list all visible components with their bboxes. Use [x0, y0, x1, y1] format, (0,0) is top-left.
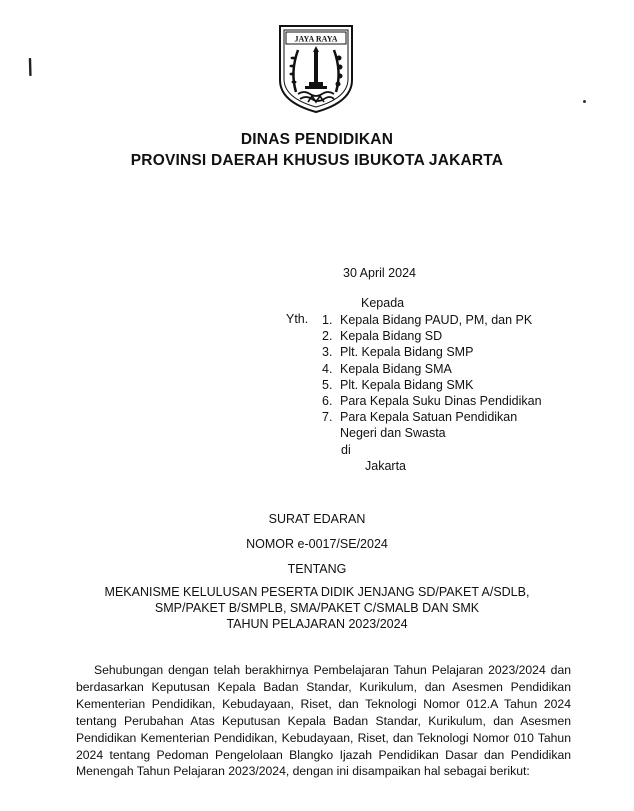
jakarta-crest-logo: [276, 22, 356, 114]
recipient-item: 1. Kepala Bidang PAUD, PM, dan PK: [322, 313, 533, 327]
about-label: TENTANG: [287, 562, 347, 576]
scan-dot: [583, 100, 586, 103]
agency-name: DINAS PENDIDIKAN: [240, 131, 394, 148]
agency-province: PROVINSI DAERAH KHUSUS IBUKOTA JAKARTA: [130, 152, 504, 169]
letter-date: 30 April 2024: [343, 266, 416, 280]
recipient-item: 5. Plt. Kepala Bidang SMK: [322, 377, 474, 392]
body-paragraph: Sehubungan dengan telah berakhirnya Pembelajaran Tahun Pelajaran 2023/2024 dan berdasarkan Keputusan Kepala Badan Standar, Kurikulum, dan Asesmen Pendidikan Kementerian Pendidikan, Kebudayaan, Riset, dan Teknologi Nomor 012.A Tahun 2024 tentang Perubahan Atas Keputusan Kepala Badan Standar, Kurikulum, dan Asesmen Pendidikan Kementerian Pendidikan, Kebudayaan, Riset, dan Teknologi Nomor 010 Tahun 2024 tentang Pedoman Pengelolaan Blangko Ijazah Pendidikan Dasar dan Pendidikan Menengah Tahun Pelajaran 2023/2024, dengan ini disampaikan hal sebagai berikut:: [76, 663, 571, 779]
subject-line: TAHUN PELAJARAN 2023/2024: [226, 616, 408, 631]
circular-title: SURAT EDARAN: [268, 512, 366, 526]
at-label: di: [341, 443, 351, 457]
recipient-item: 6. Para Kepala Suku Dinas Pendidikan: [322, 394, 542, 409]
salutation: Yth.: [286, 312, 309, 326]
recipient-item: 4. Kepala Bidang SMA: [322, 361, 452, 376]
recipient-item: 7. Para Kepala Satuan Pendidikan: [322, 410, 518, 425]
recipient-list: [322, 312, 542, 442]
circular-number: NOMOR e-0017/SE/2024: [246, 537, 388, 551]
subject-line: MEKANISME KELULUSAN PESERTA DIDIK JENJANG SD/PAKET A/SDLB,: [104, 585, 530, 599]
recipient-place: Jakarta: [365, 459, 406, 473]
to-label: Kepada: [361, 296, 405, 310]
recipient-item: 3. Plt. Kepala Bidang SMP: [322, 345, 474, 360]
scan-mark: [28, 58, 32, 76]
circular-subject: [0, 585, 634, 632]
recipient-continuation: Negeri dan Swasta: [340, 426, 446, 441]
svg-text:JAYA RAYA: JAYA RAYA: [294, 34, 338, 44]
subject-line: SMP/PAKET B/SMPLB, SMA/PAKET C/SMALB DAN SMK: [154, 600, 480, 615]
recipient-item: 2. Kepala Bidang SD: [322, 329, 443, 344]
